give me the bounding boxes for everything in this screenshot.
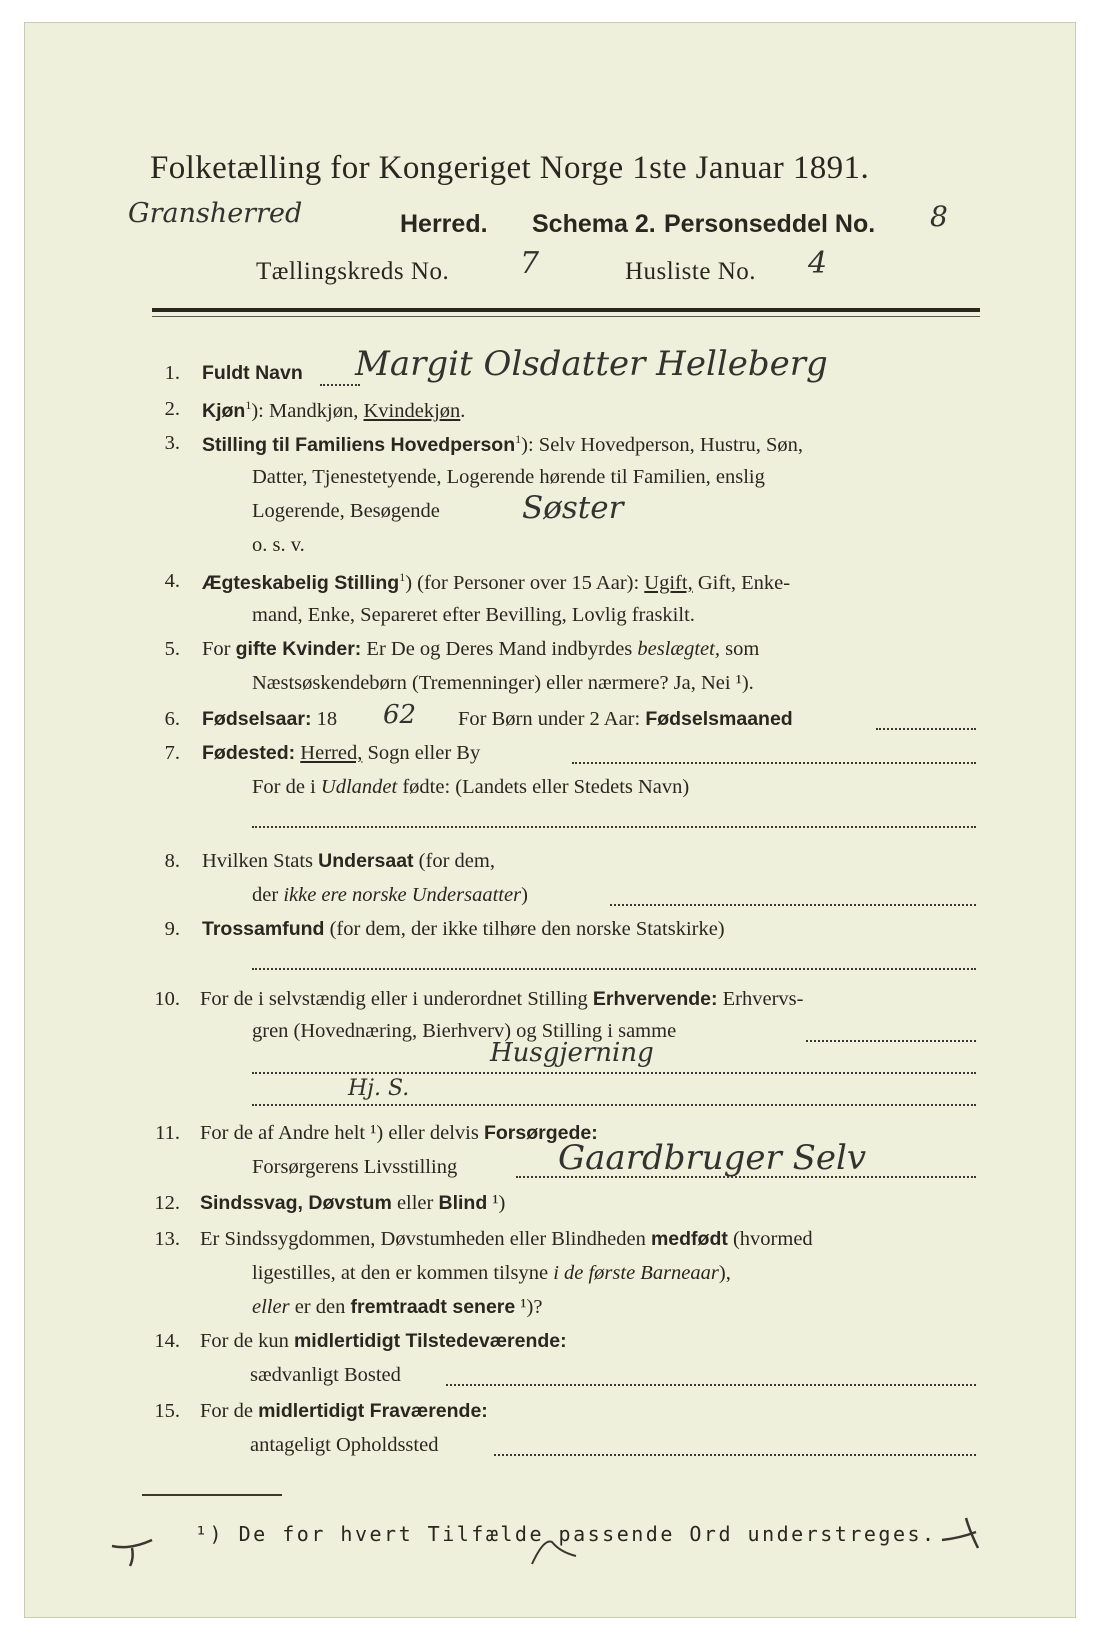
- header-rule-thin: [152, 316, 980, 317]
- q8-text: Hvilken Stats Undersaat (for dem,: [202, 850, 495, 872]
- q3-number: 3.: [164, 432, 180, 454]
- q14-text: For de kun midlertidigt Tilstedeværende:: [200, 1330, 567, 1352]
- q7-dots-2: [252, 826, 976, 828]
- q14-number: 14.: [154, 1330, 180, 1352]
- checkmark-icon-3: [940, 1512, 986, 1552]
- q1-label: Fuldt Navn: [202, 362, 303, 384]
- q14-line2: sædvanligt Bosted: [250, 1364, 401, 1386]
- q7-number: 7.: [164, 742, 180, 764]
- q6-value: 62: [383, 700, 417, 730]
- q10-line2: gren (Hovednæring, Bierhverv) og Stilling i samme: [252, 1020, 677, 1042]
- q13-line3: eller er den fremtraadt senere ¹)?: [252, 1296, 543, 1318]
- q3-value: Søster: [522, 490, 624, 526]
- q11-text: For de af Andre helt ¹) eller delvis Forsørgede:: [200, 1122, 598, 1144]
- q4-text: Ægteskabelig Stilling$^1$) (for Personer over 15 Aar): Ugift, Gift, Enke-: [202, 570, 791, 594]
- q8-number: 8.: [164, 850, 180, 872]
- herred-label: Herred.: [400, 210, 488, 238]
- census-form: [24, 22, 1076, 1618]
- q6-text: For Børn under 2 Aar: Fødselsmaaned: [458, 708, 793, 730]
- checkmark-icon-2: [530, 1534, 580, 1570]
- q4-ugift-underlined: Ugift,: [644, 571, 693, 594]
- q13-line2: ligestilles, at den er kommen tilsyne i de første Barneaar),: [252, 1262, 731, 1284]
- q2-kvindekjon-underlined: Kvindekjøn: [363, 399, 461, 422]
- q6-number: 6.: [164, 708, 180, 730]
- q15-dots: [494, 1454, 976, 1456]
- checkmark-icon: [110, 1536, 156, 1570]
- q3-text: Stilling til Familiens Hovedperson$^1$): Selv Hovedperson, Hustru, Søn,: [202, 432, 803, 456]
- q10-value-1: Husgjerning: [490, 1038, 654, 1068]
- q1-dots: [320, 384, 360, 386]
- personseddel-value: 8: [930, 200, 948, 233]
- q10-dots-2: [252, 1072, 976, 1074]
- q4-number: 4.: [164, 570, 180, 592]
- q12-text: Sindssvag, Døvstum eller Blind ¹): [200, 1192, 506, 1214]
- herred-value: Gransherred: [128, 198, 303, 229]
- q7-herred-underlined: Herred,: [300, 742, 363, 764]
- q15-number: 15.: [154, 1400, 180, 1422]
- q5-number: 5.: [164, 638, 180, 660]
- q14-dots: [446, 1384, 976, 1386]
- q11-number: 11.: [155, 1122, 180, 1144]
- q3-line2: Datter, Tjenestetyende, Logerende hørende til Familien, enslig: [252, 466, 765, 488]
- q5-text: For gifte Kvinder: Er De og Deres Mand indbyrdes beslægtet, som: [202, 638, 760, 660]
- q6-dots: [876, 728, 976, 730]
- q9-number: 9.: [164, 918, 180, 940]
- q3-line4: o. s. v.: [252, 534, 305, 556]
- q15-text: For de midlertidigt Fraværende:: [200, 1400, 488, 1422]
- q8-line2: der ikke ere norske Undersaatter): [252, 884, 528, 906]
- q7-line2: For de i Udlandet fødte: (Landets eller Stedets Navn): [252, 776, 690, 798]
- personseddel-label: Personseddel No.: [664, 210, 876, 238]
- q5-line2: Næstsøskendebørn (Tremenninger) eller nærmere? Ja, Nei ¹).: [252, 672, 754, 694]
- husliste-value: 4: [808, 246, 828, 281]
- q2-number: 2.: [164, 398, 180, 420]
- header-rule: [152, 308, 980, 312]
- q9-dots: [252, 968, 976, 970]
- q11-line2: Forsørgerens Livsstilling: [252, 1156, 458, 1178]
- q10-dots-3: [252, 1104, 976, 1106]
- footnote: ¹) De for hvert Tilfælde passende Ord understreges.: [195, 1522, 937, 1546]
- husliste-label: Husliste No.: [625, 258, 756, 285]
- kreds-label: Tællingskreds No.: [256, 258, 450, 285]
- q7-dots: [572, 762, 976, 764]
- q6-label: Fødselsaar: 18: [202, 708, 338, 730]
- q13-number: 13.: [154, 1228, 180, 1250]
- q1-number: 1.: [164, 362, 180, 384]
- q10-value-2: Hj. S.: [348, 1076, 410, 1101]
- q11-value: Gaardbruger Selv: [558, 1138, 867, 1178]
- q2-text: Kjøn$^1$): Mandkjøn, Kvindekjøn.: [202, 398, 466, 422]
- q13-text: Er Sindssygdommen, Døvstumheden eller Blindheden medfødt (hvormed: [200, 1228, 813, 1250]
- kreds-value: 7: [520, 246, 540, 281]
- form-title: Folketælling for Kongeriget Norge 1ste Januar 1891.: [150, 150, 870, 186]
- q7-text: Fødested: Herred, Sogn eller By: [202, 742, 481, 764]
- footnote-rule: [142, 1494, 282, 1496]
- q10-text: For de i selvstændig eller i underordnet Stilling Erhvervende: Erhvervs-: [200, 988, 804, 1010]
- q10-number: 10.: [154, 988, 180, 1010]
- q4-line2: mand, Enke, Separeret efter Bevilling, Lovlig fraskilt.: [252, 604, 695, 626]
- q3-line3: Logerende, Besøgende: [252, 500, 440, 522]
- q9-text: Trossamfund (for dem, der ikke tilhøre den norske Statskirke): [202, 918, 725, 940]
- q12-number: 12.: [154, 1192, 180, 1214]
- schema-label: Schema 2.: [532, 210, 656, 238]
- q1-value: Margit Olsdatter Helleberg: [355, 344, 828, 384]
- q15-line2: antageligt Opholdssted: [250, 1434, 439, 1456]
- q10-dots: [806, 1040, 976, 1042]
- q8-dots: [610, 904, 976, 906]
